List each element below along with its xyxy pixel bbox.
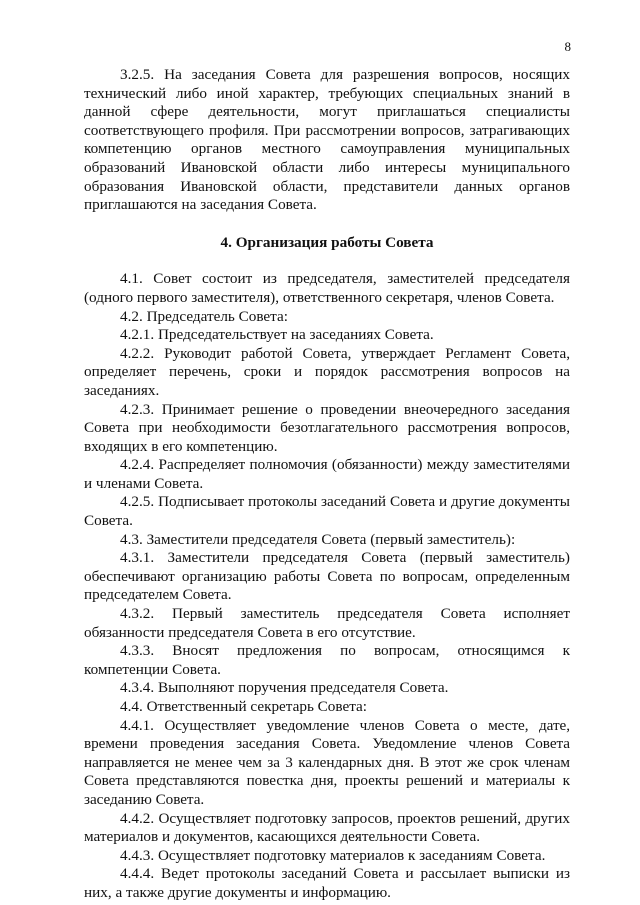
paragraph-4-2-4: 4.2.4. Распределяет полномочия (обязанности) между заместителями и членами Совета.: [84, 456, 570, 492]
paragraph-4-4: 4.4. Ответственный секретарь Совета:: [120, 698, 368, 715]
paragraph-4-4-4: 4.4.4. Ведет протоколы заседаний Совета и рассылает выписки из них, а также другие документы и информацию.: [84, 865, 570, 901]
section-heading: 4. Организация работы Совета: [220, 233, 434, 251]
page-number: 8: [564, 39, 571, 54]
paragraph-4-4-2: 4.4.2. Осуществляет подготовку запросов, проектов решений, других материалов и документов, касающихся деятельности Совета.: [84, 809, 570, 846]
paragraph-4-3-1: 4.3.1. Заместители председателя Совета (первый заместитель) обеспечивают организацию работы Совета по вопросам, определенным председателем Совета.: [84, 549, 570, 604]
paragraph-4-3-4: 4.3.4. Выполняют поручения председателя Совета.: [120, 679, 449, 697]
document-body: [84, 66, 570, 903]
paragraph-4-4-3: 4.4.3. Осуществляет подготовку материалов к заседаниям Совета.: [120, 846, 546, 864]
paragraph-3-2-5: 3.2.5. На заседания Совета для разрешения вопросов, носящих технический либо иной характер, требующих специальных знаний в данной сфере деятельности, могут приглашаться специалисты соответствующего профиля. При рассмотрении вопросов, затрагивающих компетенцию органов местного самоуправления муниципальных образований Ивановской области либо интересы муниципального образования Ивановской области, представители данных органов приглашаются на заседания Совета.: [84, 66, 570, 214]
paragraph-4-1: 4.1. Совет состоит из председателя, заместителей председателя (одного первого заместителя), ответственного секретаря, членов Совета.: [84, 270, 570, 306]
paragraph-4-2: 4.2. Председатель Совета:: [120, 307, 288, 325]
paragraph-4-3: 4.3. Заместители председателя Совета (первый заместитель):: [120, 530, 516, 548]
paragraph-4-3-3: 4.3.3. Вносят предложения по вопросам, относящимся к компетенции Совета.: [84, 642, 570, 678]
paragraph-4-3-2: 4.3.2. Первый заместитель председателя Совета исполняет обязанности председателя Совета в его отсутствие.: [84, 605, 570, 641]
paragraph-4-2-3: 4.2.3. Принимает решение о проведении внеочередного заседания Совета при необходимости безотлагательного рассмотрения вопросов, входящих в его компетенцию.: [84, 400, 570, 455]
paragraph-4-2-1: 4.2.1. Председательствует на заседаниях Совета.: [120, 326, 434, 344]
paragraph-4-2-5: 4.2.5. Подписывает протоколы заседаний Совета и другие документы Совета.: [84, 493, 570, 530]
paragraph-4-2-2: 4.2.2. Руководит работой Совета, утверждает Регламент Совета, определяет перечень, сроки и порядок рассмотрения вопросов на заседаниях.: [84, 344, 570, 399]
paragraph-4-4-1: 4.4.1. Осуществляет уведомление членов Совета о месте, дате, времени проведения заседания Совета. Уведомление членов Совета направляется не менее чем за 3 календарных дня. В этот же срок членам Совета представляются повестка дня, проекты решений и материалы к заседанию Совета.: [84, 716, 570, 808]
